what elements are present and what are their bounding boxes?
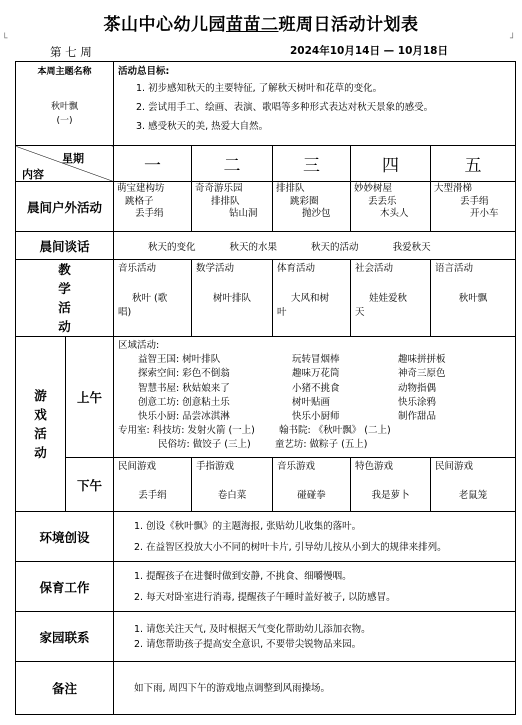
theme-name — [16, 100, 113, 128]
goal-item: 2. 尝试用手工、绘画、表演、歌唱等多种形式表达对秋天景象的感受。 — [136, 102, 434, 113]
activity-name: 秋叶飘 — [458, 293, 488, 304]
date-range: 2024年10月14日 — 10月18日 — [290, 45, 448, 57]
remarks-text: 如下雨, 周四下午的游戏地点调整到风雨操场。 — [134, 682, 331, 694]
note-line: 2. 每天对卧室进行消毒, 提醒孩子午睡时盖好被子, 以防感冒。 — [134, 591, 396, 603]
home-label: 家园联系 — [16, 612, 114, 662]
day-header-tue: 二 — [192, 146, 273, 182]
activity-name-cont: 天 — [355, 307, 365, 318]
teaching-cell-thu — [351, 260, 431, 337]
teaching-cell-fri — [431, 260, 516, 337]
teaching-row — [16, 260, 516, 337]
pm-game-thu — [351, 458, 431, 512]
activity-name-cont: 唱) — [118, 307, 132, 318]
outdoor-row — [16, 182, 516, 232]
outdoor-line: 钻山洞 — [229, 208, 258, 219]
care-row — [16, 562, 516, 612]
games-label-char: 游 — [34, 388, 47, 403]
pm-game-fri — [431, 458, 516, 512]
page-title — [0, 10, 522, 35]
note-line: 2. 在益智区投放大小不同的树叶卡片, 引导幼儿按从小到大的规律来排列。 — [134, 541, 447, 553]
area-row — [118, 396, 511, 410]
area-item: 探索空间: 彩色不倒翁 — [138, 368, 230, 380]
game-name: 碰碰拳 — [297, 490, 326, 501]
activity-name: 秋叶 (歌 — [132, 293, 168, 304]
teaching-cell-wed — [273, 260, 351, 337]
pm-label: 下午 — [66, 458, 114, 512]
area-item: 益智王国: 树叶排队 — [138, 354, 221, 366]
area-item: 树叶贴画 — [292, 396, 331, 408]
outdoor-label: 晨间户外活动 — [16, 182, 114, 232]
subject: 语言活动 — [435, 263, 474, 274]
talk-label: 晨间谈话 — [16, 232, 114, 260]
talk-item: 我爱秋天 — [392, 241, 431, 253]
note-line: 1. 创设《秋叶飘》的主题海报, 张贴幼儿收集的落叶。 — [134, 520, 362, 532]
remarks-cell — [114, 662, 516, 715]
area-item: 趣味万花筒 — [292, 368, 340, 380]
outdoor-cell-thu — [351, 182, 431, 232]
day-header-fri: 五 — [431, 146, 516, 182]
talk-row — [16, 232, 516, 260]
kindergarten-name: 茶山中心幼儿园 — [103, 15, 226, 35]
days-header-row — [16, 146, 516, 182]
special-rooms-line: 专用室: 科技坊: 发射火箭 (一上) 翰书院: 《秋叶飘》 (二上) — [118, 425, 391, 437]
note-line: 2. 请您帮助孩子提高安全意识, 不要带尖锐物品来园。 — [134, 638, 362, 650]
outdoor-line: 大型滑梯 — [434, 183, 473, 194]
activity-name-cont: 叶 — [277, 307, 287, 318]
day-header-mon: 一 — [114, 146, 192, 182]
games-am-row — [16, 337, 516, 458]
pm-game-tue — [192, 458, 273, 512]
area-item: 快乐涂鸦 — [398, 396, 437, 408]
talk-item: 秋天的变化 — [148, 241, 196, 253]
outdoor-line: 排排队 — [211, 195, 240, 207]
area-activities-cell — [114, 337, 516, 458]
note-line: 1. 提醒孩子在进餐时做到安静, 不挑食、细嚼慢咽。 — [134, 570, 352, 582]
subject: 体育活动 — [277, 263, 316, 274]
care-cell — [114, 562, 516, 612]
outdoor-line: 萌宝建构坊 — [117, 183, 165, 194]
outdoor-cell-tue — [192, 182, 273, 232]
game-type: 手指游戏 — [196, 461, 235, 472]
game-name: 我是萝卜 — [371, 490, 410, 501]
outdoor-line: 开小车 — [470, 208, 499, 219]
outdoor-cell-mon — [114, 182, 192, 232]
care-label: 保育工作 — [16, 562, 114, 612]
area-item: 快乐小厨师 — [292, 411, 340, 423]
teaching-label-char: 动 — [58, 319, 71, 334]
am-label: 上午 — [66, 337, 114, 458]
area-item: 趣味拼拼板 — [398, 354, 446, 366]
area-item: 创意工坊: 创意粘土乐 — [138, 396, 230, 408]
games-label-char: 活 — [34, 426, 47, 441]
area-item: 动物指偶 — [398, 382, 437, 394]
week-label: 第 七 周 — [50, 45, 92, 59]
teaching-label-char: 教 — [58, 262, 71, 277]
goal-item: 3. 感受秋天的美, 热爱大自然。 — [136, 121, 269, 132]
game-type: 音乐游戏 — [277, 461, 316, 472]
games-label-char: 戏 — [34, 407, 47, 422]
margin-mark-left: └ — [2, 34, 8, 44]
class-name: 苗苗二 — [226, 15, 279, 35]
area-row — [118, 353, 511, 367]
game-name: 老鼠笼 — [458, 490, 488, 501]
note-line: 1. 请您关注天气, 及时根据天气变化帮助幼儿添加衣物。 — [134, 623, 371, 635]
environment-cell — [114, 512, 516, 562]
game-type: 民间游戏 — [118, 461, 157, 472]
games-label-char: 动 — [34, 445, 47, 460]
games-pm-row — [16, 458, 516, 512]
teaching-cell-tue — [192, 260, 273, 337]
outdoor-line: 丢手绢 — [135, 208, 164, 219]
outdoor-line: 奇奇游乐园 — [195, 183, 243, 194]
area-item: 小猪不挑食 — [292, 382, 340, 394]
game-name: 卷白菜 — [217, 490, 247, 501]
area-row — [118, 410, 511, 424]
theme-cell — [16, 62, 114, 146]
subject: 数学活动 — [196, 263, 235, 274]
pm-game-wed — [273, 458, 351, 512]
goals-cell — [114, 62, 516, 146]
talk-cell — [114, 232, 516, 260]
plan-table — [15, 61, 516, 715]
game-name: 丢手绢 — [138, 490, 167, 501]
teaching-label-char: 活 — [58, 300, 71, 315]
area-row — [118, 382, 511, 396]
games-label — [16, 337, 66, 512]
teaching-cell-mon — [114, 260, 192, 337]
days-corner-cell — [16, 146, 114, 182]
corner-label-top: 星期 — [62, 152, 84, 165]
teaching-label — [16, 260, 114, 337]
theme-name-sub: (一) — [56, 116, 73, 126]
home-row — [16, 612, 516, 662]
theme-name-main: 秋叶飘 — [51, 102, 79, 112]
remarks-row — [16, 662, 516, 715]
theme-label: 本周主题名称 — [37, 67, 92, 77]
talk-item: 秋天的水果 — [229, 241, 278, 253]
title-suffix: 班周日活动计划表 — [278, 15, 419, 35]
environment-label: 环境创设 — [16, 512, 114, 562]
outdoor-cell-fri — [431, 182, 516, 232]
corner-label-bottom: 内容 — [22, 168, 44, 181]
game-type: 特色游戏 — [355, 461, 394, 472]
area-item: 快乐小厨: 品尝冰淇淋 — [138, 411, 230, 423]
margin-mark-right: ┘ — [510, 34, 516, 44]
outdoor-line: 木头人 — [380, 208, 409, 219]
environment-row — [16, 512, 516, 562]
outdoor-cell-wed — [273, 182, 351, 232]
subject: 音乐活动 — [118, 263, 157, 274]
day-header-wed: 三 — [273, 146, 351, 182]
area-item: 玩转冒烟棒 — [292, 354, 340, 366]
outdoor-line: 丢丢乐 — [368, 195, 397, 207]
outdoor-line: 排排队 — [276, 183, 305, 194]
area-heading: 区域活动: — [118, 340, 160, 351]
game-type: 民间游戏 — [435, 461, 474, 472]
outdoor-line: 抛沙包 — [302, 208, 331, 219]
remarks-label: 备注 — [16, 662, 114, 715]
talk-item: 秋天的活动 — [311, 241, 359, 253]
subject: 社会活动 — [355, 263, 394, 274]
activity-name: 娃娃爱秋 — [369, 293, 408, 304]
goals-heading: 活动总目标: — [118, 66, 170, 77]
outdoor-line: 丢手绢 — [460, 195, 489, 207]
theme-row — [16, 62, 516, 146]
area-item: 神奇三原色 — [398, 368, 446, 380]
outdoor-line: 妙妙树屋 — [354, 183, 393, 194]
activity-name: 树叶排队 — [213, 293, 252, 304]
activity-name: 大风和树 — [291, 293, 330, 304]
goal-item: 1. 初步感知秋天的主要特征, 了解秋天树叶和花草的变化。 — [136, 83, 383, 94]
outdoor-line: 跳格子 — [125, 195, 154, 207]
area-item: 制作甜品 — [398, 411, 437, 423]
special-rooms-line: 民俗坊: 做饺子 (三上) 童艺坊: 做粽子 (五上) — [158, 439, 368, 451]
area-item: 智慧书屋: 秋姑娘来了 — [138, 382, 230, 394]
teaching-label-char: 学 — [58, 281, 71, 296]
day-header-thu: 四 — [351, 146, 431, 182]
home-cell — [114, 612, 516, 662]
outdoor-line: 跳彩圈 — [290, 195, 319, 207]
pm-game-mon — [114, 458, 192, 512]
area-row — [118, 367, 511, 381]
